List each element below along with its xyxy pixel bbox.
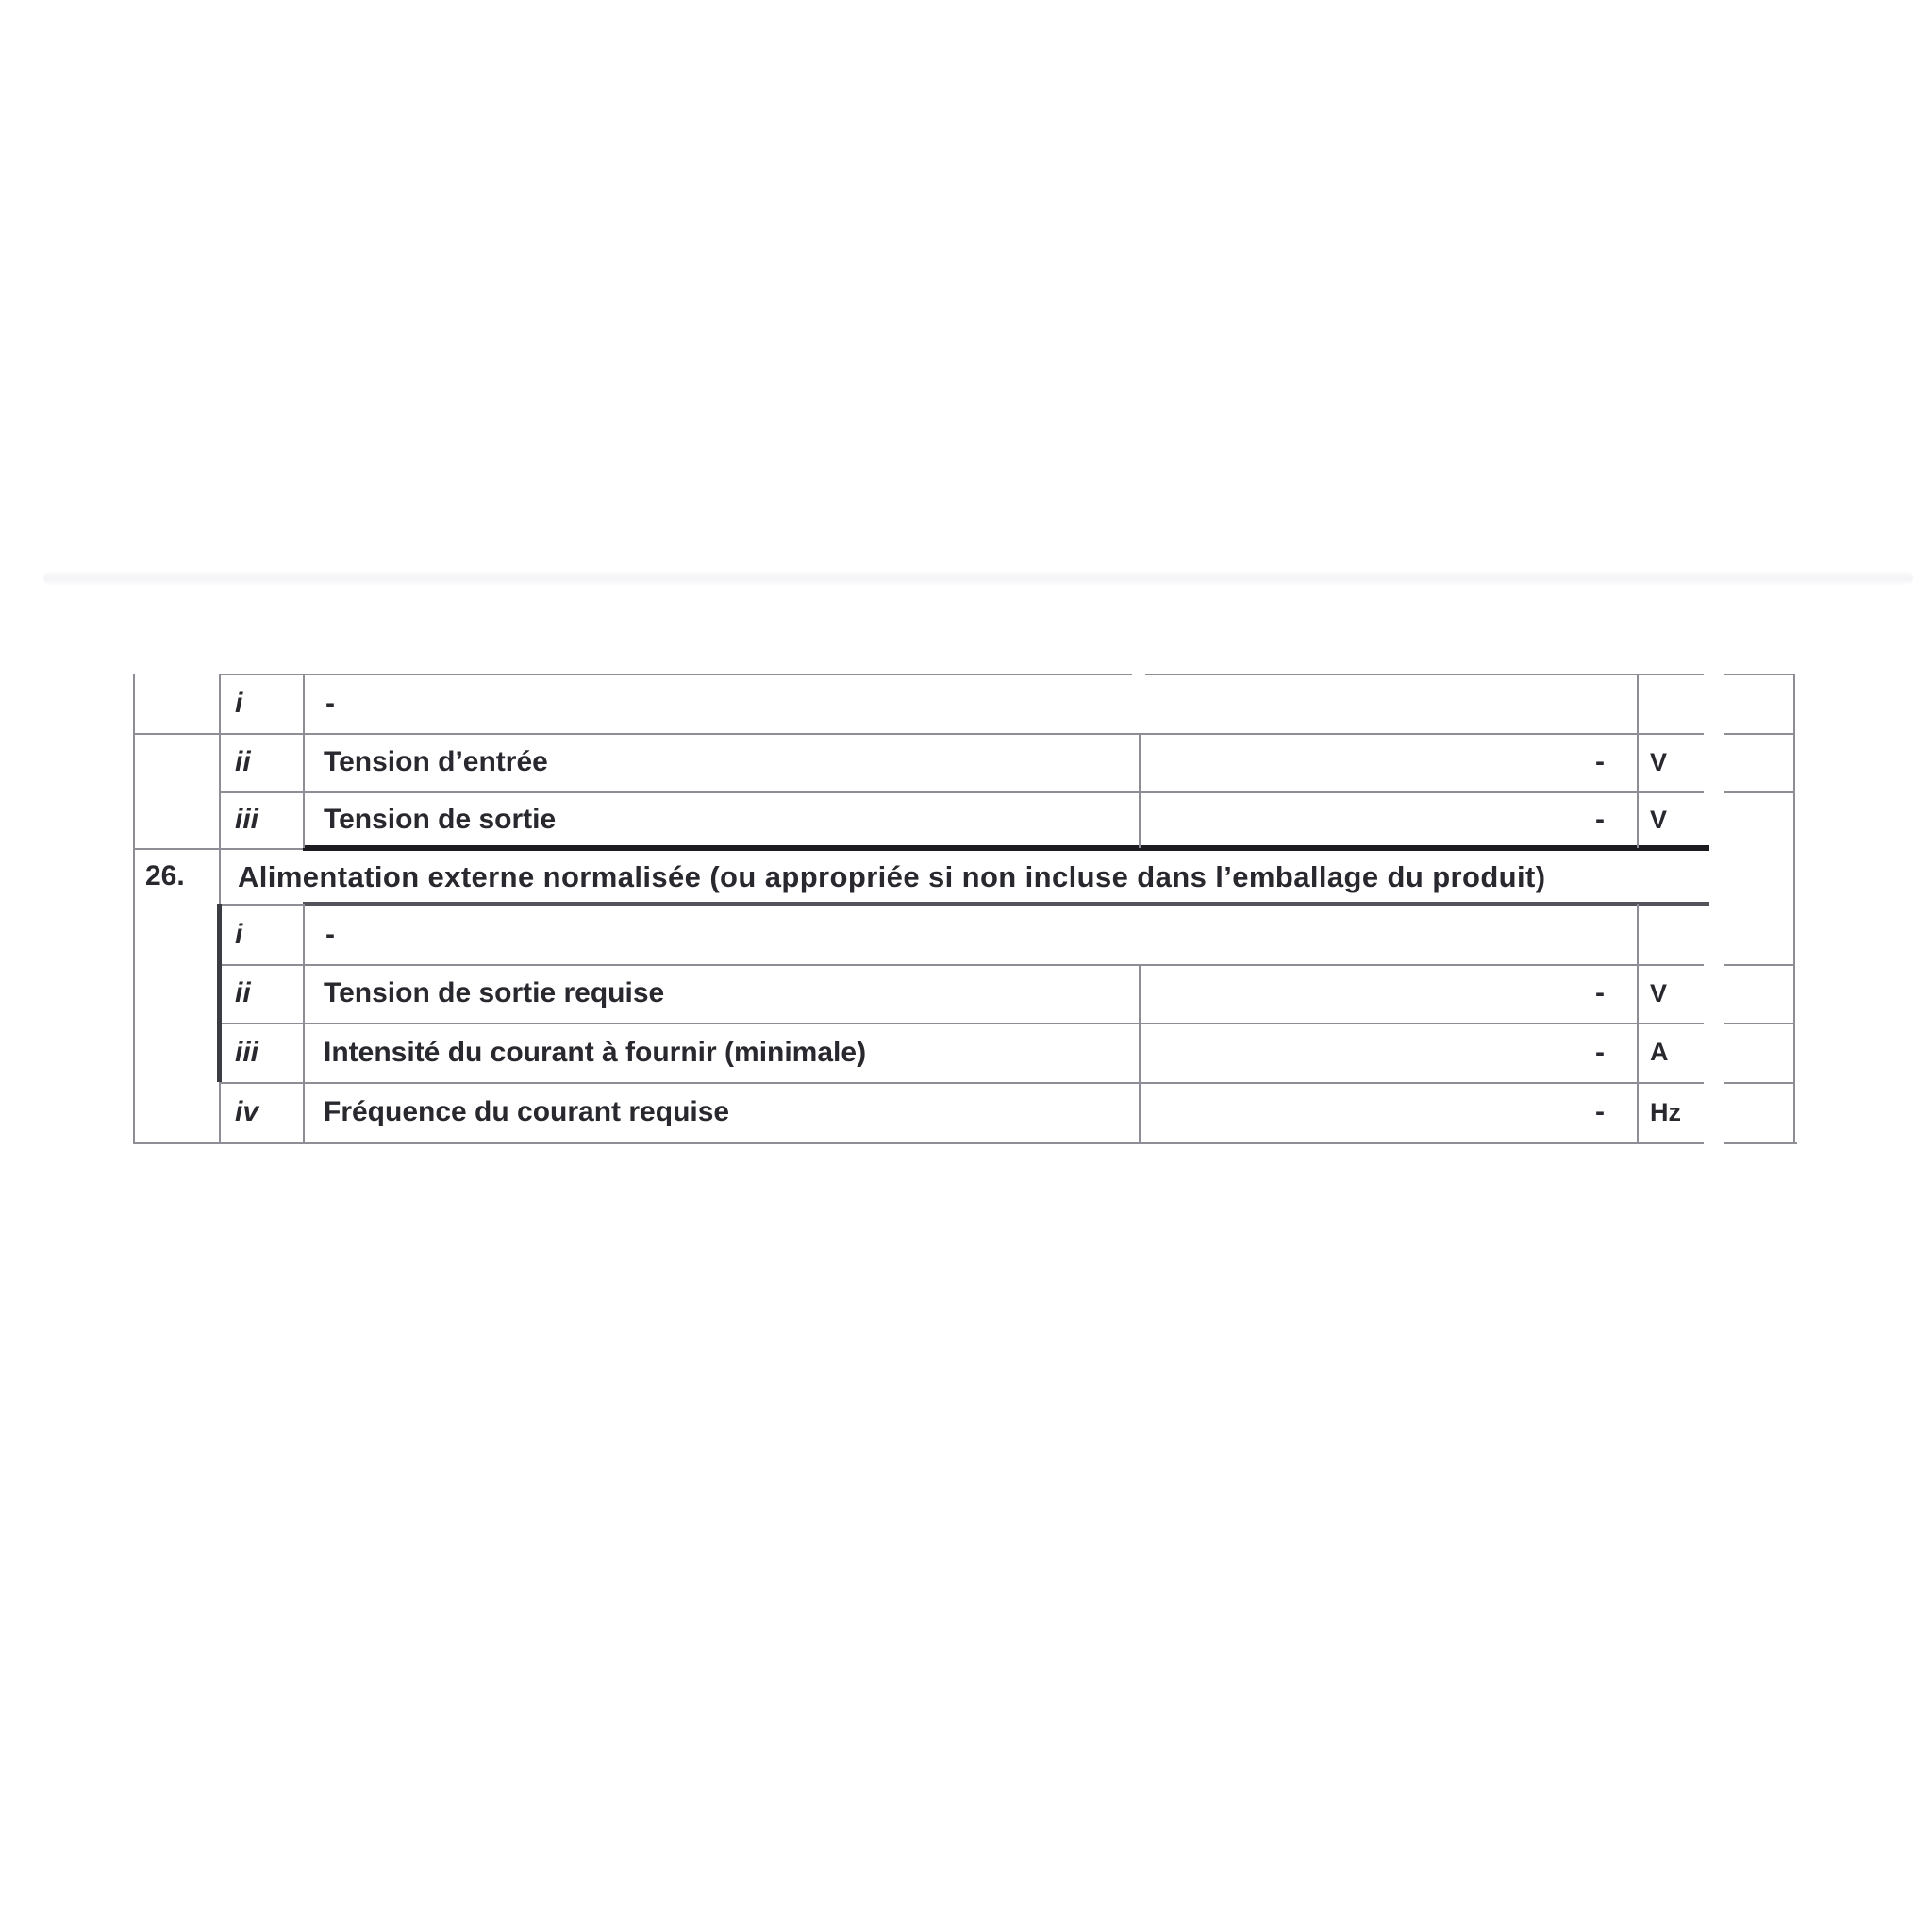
table-grid-line xyxy=(1793,674,1795,1144)
row-index: iii xyxy=(235,1036,259,1068)
row-unit: A xyxy=(1650,1038,1669,1066)
row-index: ii xyxy=(235,977,251,1008)
row-index: iv xyxy=(235,1096,259,1127)
row-index: ii xyxy=(235,746,251,777)
row-label: Tension de sortie xyxy=(324,804,557,835)
row-label: Tension de sortie requise xyxy=(324,977,665,1008)
row-value: - xyxy=(1595,1096,1605,1127)
row-value: - xyxy=(1595,804,1605,835)
row-unit: V xyxy=(1650,978,1668,1008)
row-label: Intensité du courant à fournir (minimale) xyxy=(324,1036,867,1068)
table-grid-line xyxy=(133,1142,1704,1144)
row-index: i xyxy=(235,687,243,719)
row-label: - xyxy=(325,687,335,719)
row-label: Tension d’entrée xyxy=(324,746,548,777)
item-number: 26. xyxy=(145,860,185,891)
row-index: i xyxy=(235,919,243,950)
row-unit: V xyxy=(1650,747,1668,776)
row-value: - xyxy=(1595,746,1605,777)
table-grid-line xyxy=(1724,674,1795,675)
row-label: Fréquence du courant requise xyxy=(324,1096,730,1127)
row-unit: Hz xyxy=(1650,1097,1681,1126)
row-label: - xyxy=(325,919,335,950)
page-gap-shadow xyxy=(43,572,1913,585)
table-grid-line xyxy=(133,674,135,1144)
row-value: - xyxy=(1595,977,1605,1008)
table-grid-line xyxy=(133,848,303,850)
row-value: - xyxy=(1595,1036,1605,1068)
row-index: iii xyxy=(235,804,259,835)
row-unit: V xyxy=(1650,805,1668,834)
item-title: Alimentation externe normalisée (ou appropriée si non incluse dans l’emballage du produit) xyxy=(238,859,1546,893)
table-grid-line xyxy=(1724,1142,1797,1144)
